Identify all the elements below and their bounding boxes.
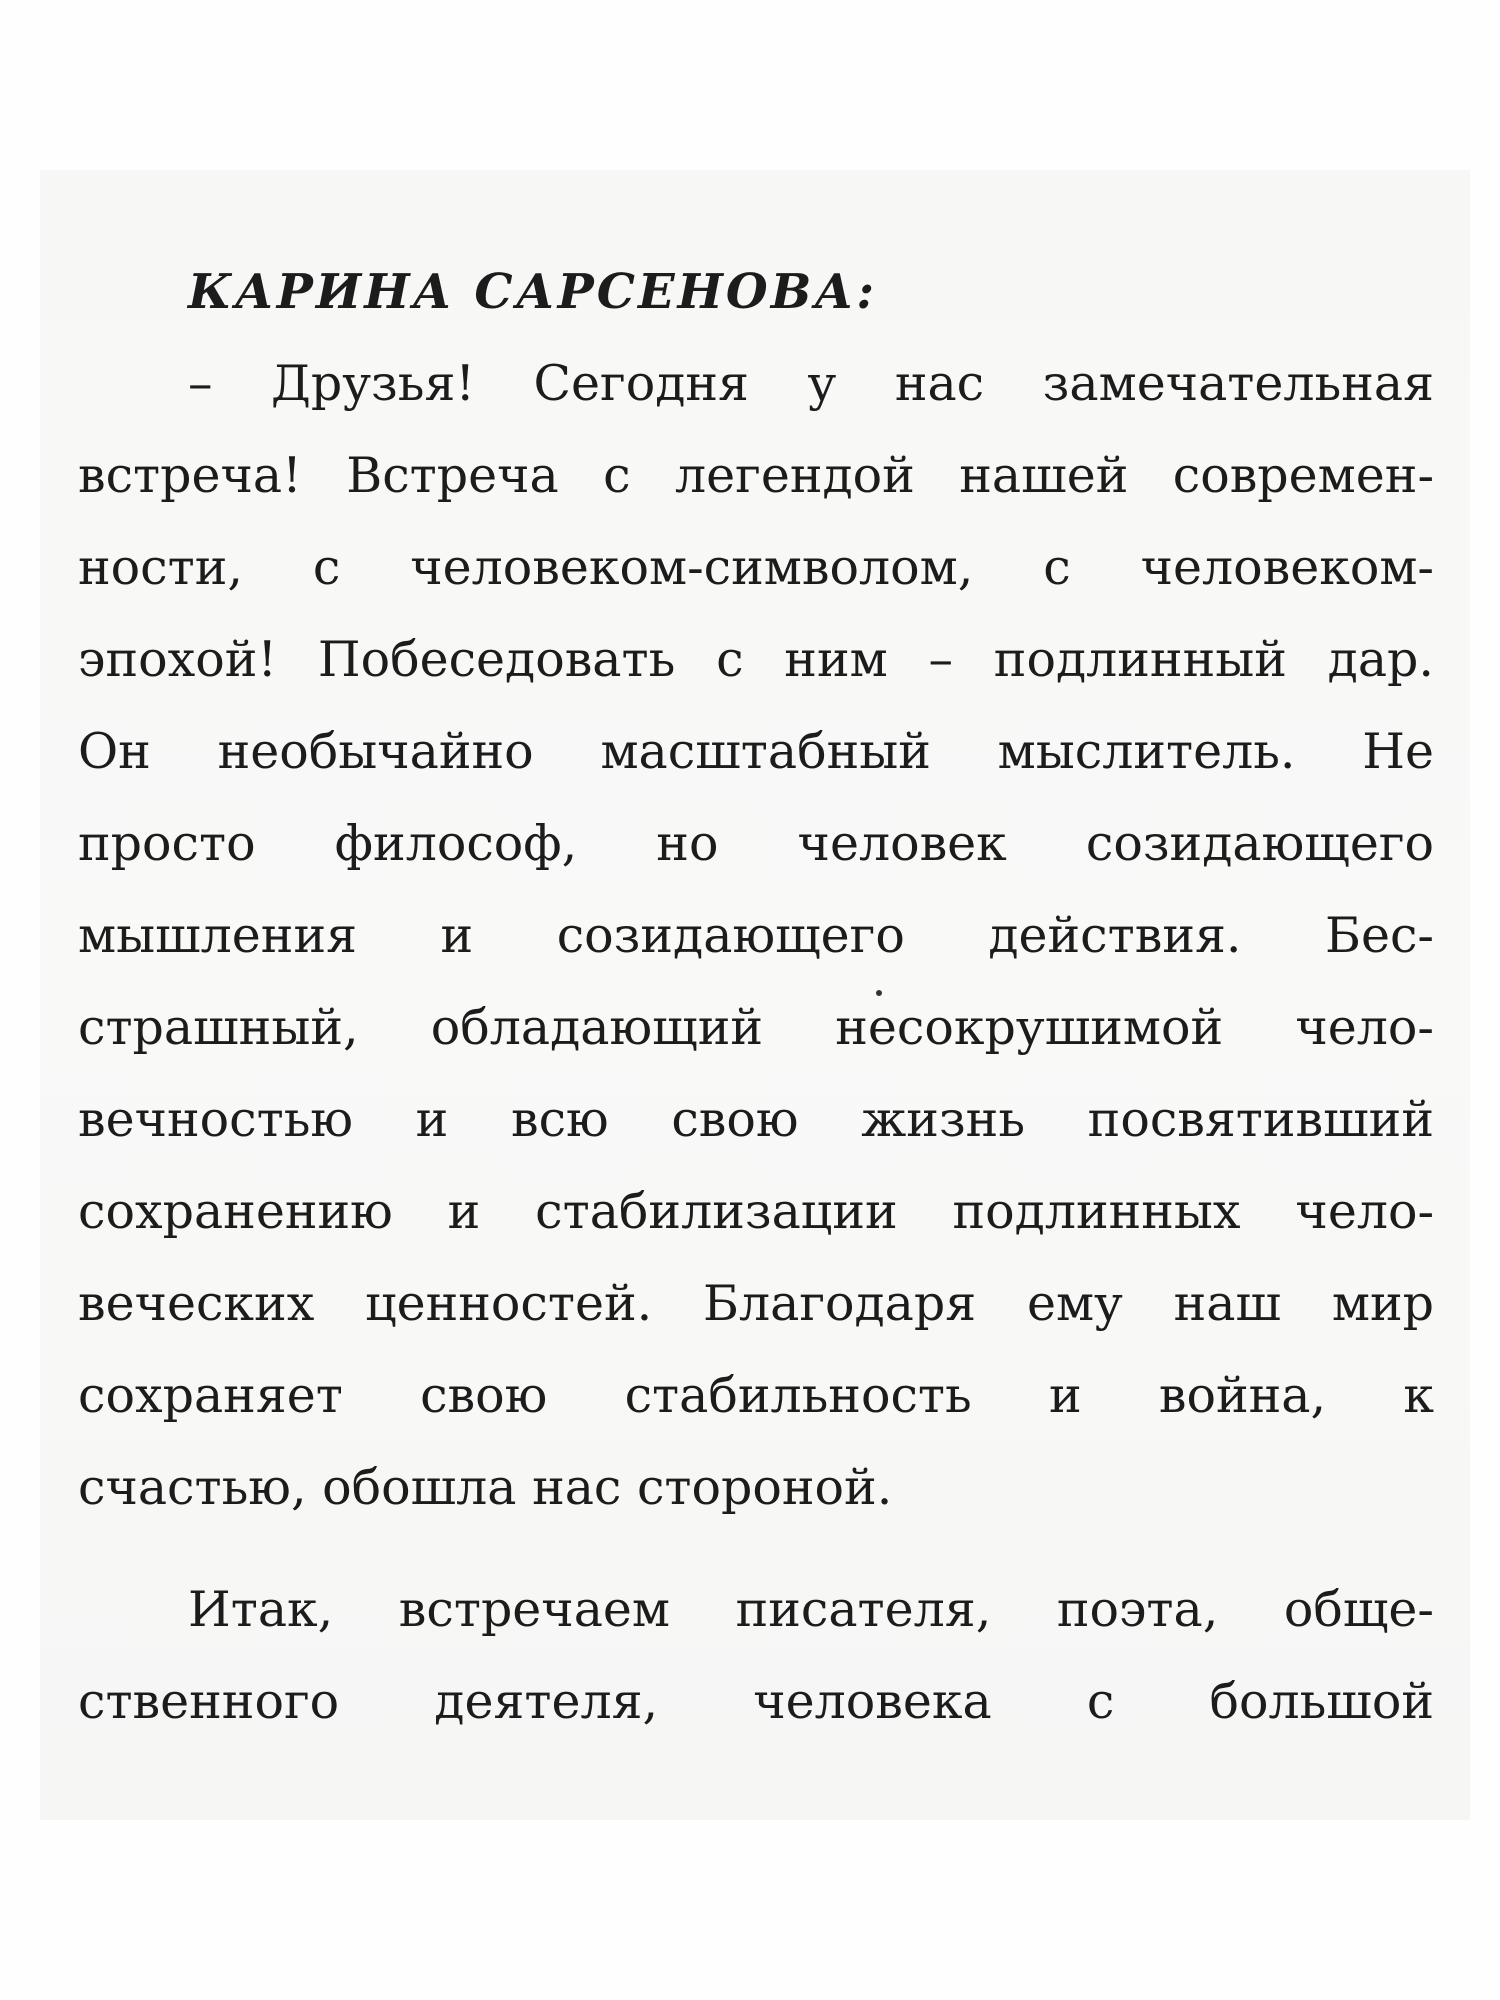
text-line: – Друзья! Сегодня у нас замечательная [188,355,1434,412]
text-line: ственного деятеля, человека с большой [78,1673,1434,1730]
text-line: Он необычайно масштабный мыслитель. Не [78,723,1434,780]
text-line: ности, с человеком-символом, с человеком- [78,539,1434,596]
paragraph-gap [78,1534,1434,1564]
text-line: вечностью и всю свою жизнь посвятивший [78,1091,1434,1148]
text-line: сохраняет свою стабильность и война, к [78,1367,1434,1424]
speaker-heading: КАРИНА САРСЕНОВА: [188,264,878,320]
page-text [78,246,1434,1748]
text-line: Итак, встречаем писателя, поэта, обще- [188,1581,1434,1638]
text-line: сохранению и стабилизации подлинных чело- [78,1183,1434,1240]
text-line: мышления и созидающего действия. Бес- [78,907,1434,964]
text-line: веческих ценностей. Благодаря ему наш мир [78,1275,1434,1332]
text-line: счастью, обошла нас стороной. [78,1459,893,1516]
text-line: встреча! Встреча с легендой нашей современ- [78,447,1434,504]
text-line: эпохой! Побеседовать с ним – подлинный дар. [78,631,1434,688]
text-line: страшный, обладающий несокрушимой чело- [78,999,1434,1056]
text-line: просто философ, но человек созидающего [78,815,1434,872]
